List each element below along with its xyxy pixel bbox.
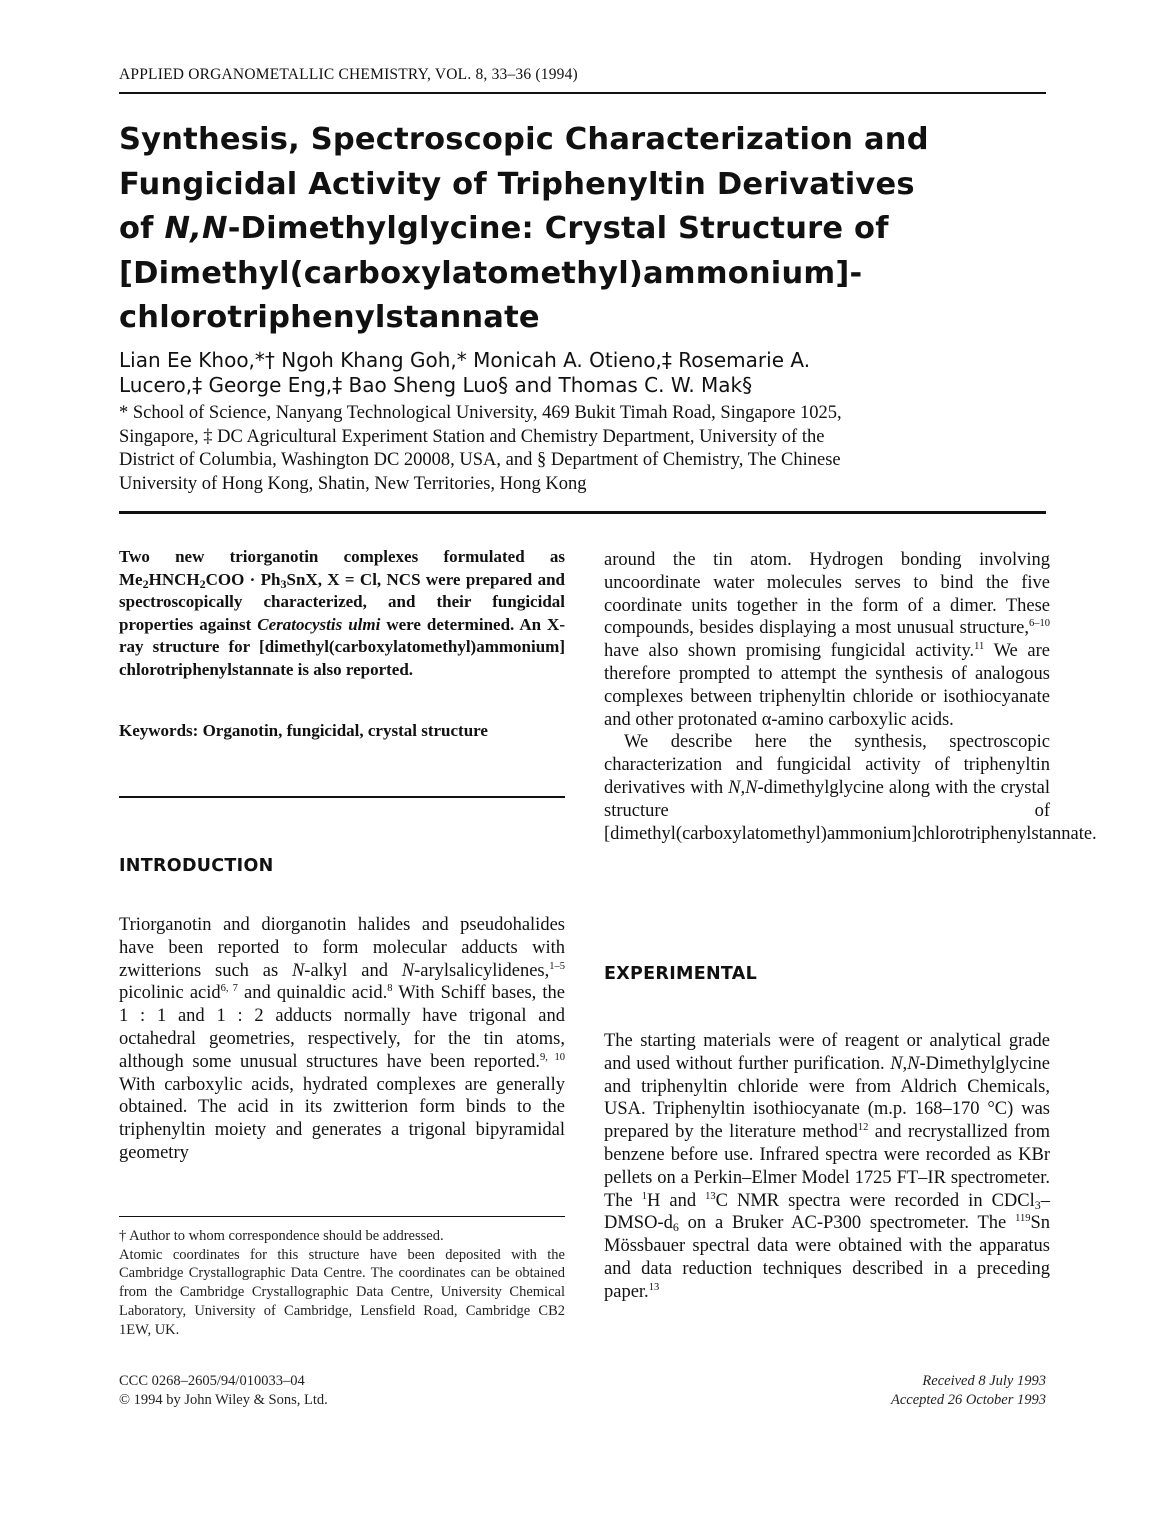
isotope-superscript: 1	[641, 1190, 648, 1202]
text-fragment: We are therefore prompted to attempt the synthesis of analogous complexes between triphenyltin chloride or isothiocyanate and other protonated α-amino carboxylic acids.	[604, 641, 1050, 730]
ccc-code: CCC 0268–2605/94/010033–04	[119, 1373, 305, 1389]
affiliations	[119, 402, 1059, 496]
text-fragment: and recrystallized from benzene before use. Infrared spectra were recorded as KBr pellets on a Perkin–Elmer Model 1725 FT–IR spectrometer. The	[604, 1122, 1051, 1211]
title-line: Synthesis, Spectroscopic Characterization and	[119, 122, 929, 157]
reference-superscript: 6, 7	[220, 983, 238, 995]
text-fragment: -arylsalicylidenes,	[414, 960, 550, 981]
header-rule	[119, 92, 1046, 94]
introduction-paragraph	[119, 914, 565, 1165]
text-fragment: picolinic acid	[119, 983, 221, 1004]
keywords	[119, 720, 565, 743]
text-fragment: Sn Mössbauer spectral data were obtained with the apparatus and data reduction techniques described in a preceding paper.	[604, 1213, 1050, 1302]
italic-fragment: N,N	[728, 777, 758, 798]
species-name: Ceratocystis ulmi	[257, 614, 381, 634]
reference-superscript: 6–10	[1029, 618, 1050, 630]
author-line: Lucero,‡ George Eng,‡ Bao Sheng Luo§ and Thomas C. W. Mak§	[119, 373, 753, 397]
copyright-block	[119, 1372, 328, 1409]
text-fragment: Triorganotin and diorganotin halides and pseudohalides have been reported to form molecular adducts with zwitterions such as	[119, 915, 565, 981]
isotope-superscript: 13	[705, 1190, 716, 1202]
subscript: 2	[142, 576, 149, 591]
reference-superscript: 1–5	[549, 960, 565, 972]
text-fragment: -alkyl and	[304, 960, 402, 981]
copyright-line: © 1994 by John Wiley & Sons, Ltd.	[119, 1391, 328, 1408]
accepted-date: Accepted 26 October 1993	[890, 1391, 1046, 1408]
reference-superscript: 8	[387, 983, 393, 995]
subscript: 6	[672, 1220, 679, 1235]
introduction-paragraph	[604, 731, 1097, 845]
author-list	[119, 348, 1059, 398]
reference-superscript: 9, 10	[540, 1051, 565, 1063]
abstract	[119, 546, 565, 681]
italic-fragment: N	[291, 960, 305, 981]
section-rule	[119, 511, 1046, 514]
text-fragment: –DMSO-d	[604, 1190, 1051, 1234]
affiliation-line: University of Hong Kong, Shatin, New Territories, Hong Kong	[119, 473, 587, 494]
subscript: 2	[199, 576, 206, 591]
title-line: chlorotriphenylstannate	[119, 300, 540, 335]
title-fragment: of	[119, 211, 165, 246]
introduction-paragraph	[604, 549, 1050, 731]
article-title	[119, 118, 1059, 341]
text-fragment: The starting materials were of reagent or analytical grade and used without further purification.	[604, 1031, 1050, 1074]
text-fragment: -dimethylglycine along with the crystal structure of [dimethyl(carboxylatomethyl)ammonium]chlorotriphenylstannate.	[604, 777, 1097, 844]
reference-superscript: 12	[857, 1122, 869, 1134]
italic-fragment: N,N	[890, 1053, 920, 1074]
received-date: Received 8 July 1993	[922, 1373, 1046, 1389]
text-fragment: With Schiff bases, the 1 : 1 and 1 : 2 adducts normally have trigonal and octahedral geometries, respectively, for the tin atoms, although some unusual structures have been reported.	[119, 983, 565, 1072]
text-fragment: around the tin atom. Hydrogen bonding involving uncoordinate water molecules serves to bind the five coordinate units together in the form of a dimer. These compounds, besides displaying a most unusual structure,	[604, 550, 1050, 639]
footnote-rule	[119, 1216, 565, 1217]
text-fragment: With carboxylic acids, hydrated complexes are generally obtained. The acid in its zwitterion form binds to the triphenyltin moiety and generates a trigonal bipyramidal geometry	[119, 1074, 565, 1163]
abstract-fragment: Two new triorganotin complexes formulated as Me	[119, 547, 565, 589]
footnotes	[119, 1227, 565, 1339]
experimental-body	[604, 1030, 1050, 1304]
footnote-atomic-coordinates: Atomic coordinates for this structure have been deposited with the Cambridge Crystallographic Data Centre. The coordinates can be obtained from the Cambridge Crystallographic Data Centre, University Chemical Laboratory, University of Cambridge, Lensfield Road, Cambridge CB2 1EW, UK.	[119, 1246, 565, 1338]
reference-superscript: 11	[974, 641, 985, 653]
italic-fragment: N	[401, 960, 415, 981]
text-fragment: H and	[647, 1190, 706, 1211]
experimental-heading: EXPERIMENTAL	[604, 964, 758, 984]
introduction-body	[119, 914, 565, 1165]
text-fragment: have also shown promising fungicidal activity.	[604, 641, 975, 662]
experimental-paragraph	[604, 1030, 1050, 1304]
abstract-rule	[119, 796, 565, 798]
footnote-author: † Author to whom correspondence should be addressed.	[119, 1228, 444, 1244]
reference-superscript: 13	[648, 1281, 660, 1293]
abstract-text	[119, 546, 565, 681]
text-fragment: C NMR spectra were recorded in CDCl	[715, 1190, 1035, 1211]
text-fragment: We describe here the synthesis, spectroscopic characterization and fungicidal activity of triphenyltin derivatives with	[604, 732, 1050, 798]
title-line	[119, 207, 1059, 252]
author-line: Lian Ee Khoo,*† Ngoh Khang Goh,* Monicah A. Otieno,‡ Rosemarie A.	[119, 348, 811, 372]
isotope-superscript: 119	[1015, 1213, 1031, 1225]
dates-block	[760, 1372, 1046, 1409]
text-fragment: -Dimethylglycine and triphenyltin chloride were from Aldrich Chemicals, USA. Triphenyltin isothiocyanate (m.p. 168–170 °C) was prepared by the literature method	[604, 1053, 1050, 1143]
abstract-fragment: were determined. An X-ray structure for [dimethyl(carboxylatomethyl)ammonium] chlorotriphenylstannate is also reported.	[119, 614, 565, 679]
title-line: Fungicidal Activity of Triphenyltin Derivatives	[119, 166, 915, 202]
introduction-continued	[604, 549, 1097, 845]
title-italic: N,N	[164, 211, 228, 246]
affiliation-line: Singapore, ‡ DC Agricultural Experiment Station and Chemistry Department, University of the	[119, 426, 825, 447]
abstract-fragment: HNCH	[148, 569, 200, 589]
title-fragment: -Dimethylglycine: Crystal Structure of	[227, 211, 889, 246]
keywords-text: Keywords: Organotin, fungicidal, crystal structure	[119, 721, 488, 740]
text-fragment: on a Bruker AC-P300 spectrometer. The	[678, 1213, 1016, 1234]
abstract-fragment: COO · Ph	[205, 569, 281, 589]
abstract-fragment: SnX, X = Cl, NCS were prepared and spectroscopically characterized, and their fungicidal properties against	[119, 569, 566, 634]
affiliation-line: District of Columbia, Washington DC 20008, USA, and § Department of Chemistry, The Chinese	[119, 450, 841, 470]
text-fragment: and quinaldic acid.	[237, 983, 388, 1004]
subscript: 3	[1034, 1197, 1041, 1212]
introduction-heading: INTRODUCTION	[119, 856, 274, 876]
title-line: [Dimethyl(carboxylatomethyl)ammonium]-	[119, 255, 863, 291]
subscript: 3	[280, 576, 287, 591]
journal-header: APPLIED ORGANOMETALLIC CHEMISTRY, VOL. 8, 33–36 (1994)	[119, 66, 578, 83]
affiliation-line: * School of Science, Nanyang Technological University, 469 Bukit Timah Road, Singapore 1025,	[119, 403, 842, 423]
